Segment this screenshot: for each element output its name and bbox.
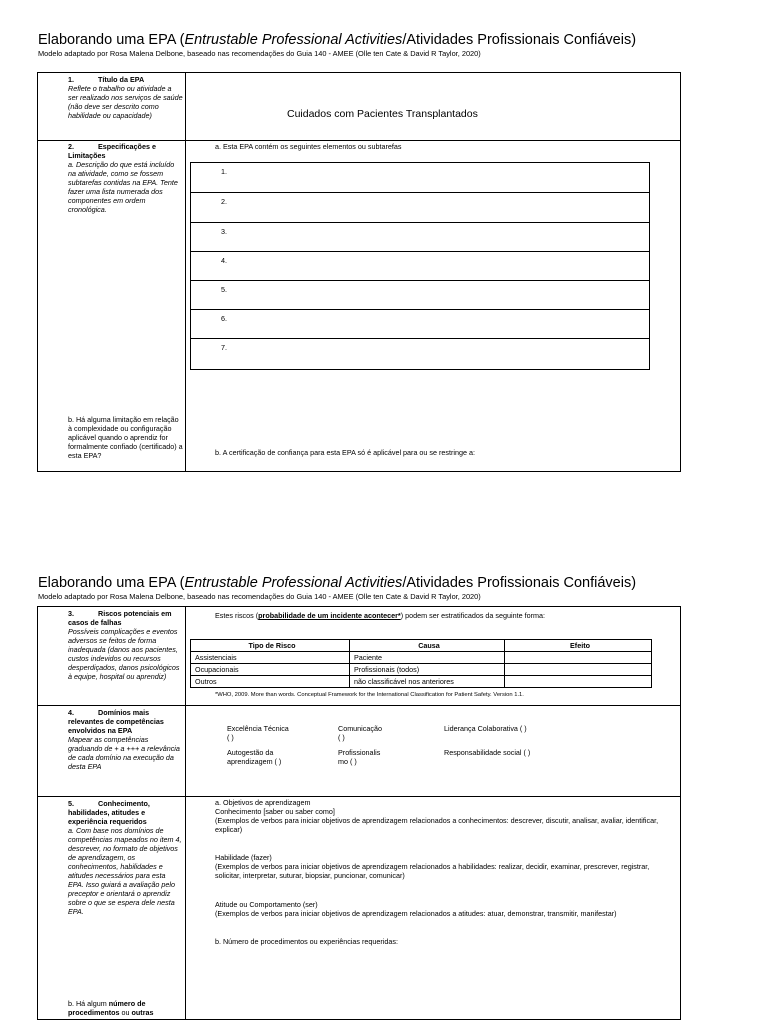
risk-effect-cell[interactable] <box>505 664 652 676</box>
section-3-number: 3. <box>68 609 74 618</box>
domain-collaborative-leadership[interactable]: Liderança Colaborativa ( ) <box>444 724 527 733</box>
epa-table-page-1 <box>37 72 681 472</box>
risk-cause-cell: não classificável nos anteriores <box>350 676 505 688</box>
desc-b-bold: número de procedimentos <box>68 999 146 1017</box>
column-divider <box>185 607 186 705</box>
risk-cause-cell: Paciente <box>350 652 505 664</box>
column-divider <box>185 73 186 140</box>
section-2-number: 2. <box>68 142 74 151</box>
subtask-row[interactable] <box>191 339 649 369</box>
risk-type-cell: Outros <box>191 676 350 688</box>
section-3-description: Possíveis complicações e eventos adversos se feitos de forma inadequada (danos aos pacientes, custos indevidos ou recursos desperdiçados, danos psicológicos à equipe, hospital ou aprendiz) <box>68 627 180 681</box>
title-text-end: /Atividades Profissionais Confiáveis) <box>402 32 637 48</box>
section-5-description-b <box>68 999 183 1017</box>
risks-intro-underlined: probabilidade de um incidente acontecer* <box>258 611 401 620</box>
section-5-label <box>68 799 183 916</box>
desc-b-bold2: outras <box>131 1008 154 1017</box>
procedures-count-text: b. Número de procedimentos ou experiências requeridas: <box>215 937 398 946</box>
risk-row <box>191 664 652 676</box>
section-1-row <box>38 73 680 141</box>
section-1-number: 1. <box>68 75 74 84</box>
risk-table-header <box>191 640 652 652</box>
risks-intro-text: Estes riscos ( <box>215 611 259 620</box>
desc-b-mid: ou <box>119 1008 132 1017</box>
domain-technical-excellence[interactable]: Excelência Técnica ( ) <box>227 724 289 742</box>
attitude-title: Atitude ou Comportamento (ser) <box>215 900 318 909</box>
risks-intro-text-end: ) podem ser estratificados da seguinte forma: <box>400 611 545 620</box>
section-4-number: 4. <box>68 708 74 717</box>
attitude-examples: (Exemplos de verbos para iniciar objetivos de aprendizagem relacionados a atitudes: atuar, demonstrar, transmitir, manifestar) <box>215 909 617 918</box>
section-3-row <box>38 607 680 706</box>
subtasks-intro: a. Esta EPA contém os seguintes elementos ou subtarefas <box>215 142 402 151</box>
domain-self-management[interactable]: Autogestão da aprendizagem ( ) <box>227 748 282 766</box>
risks-intro <box>215 611 545 620</box>
section-3-heading: Riscos potenciais em casos de falhas <box>68 609 172 627</box>
epa-title-value[interactable]: Cuidados com Pacientes Transplantados <box>287 108 478 120</box>
domain-professionalism[interactable]: Profissionalismo ( ) <box>338 748 381 766</box>
section-3-label <box>68 609 183 681</box>
section-4-description: Mapear as competências graduando de + a +++ a relevância de cada domínio na execução da desta EPA <box>68 735 180 771</box>
subtask-row[interactable] <box>191 252 649 281</box>
header-effect: Efeito <box>505 640 652 652</box>
skill-title: Habilidade (fazer) <box>215 853 272 862</box>
epa-table-page-2 <box>37 606 681 1020</box>
column-divider <box>185 141 186 471</box>
section-4-label <box>68 708 183 771</box>
column-divider <box>185 797 186 1019</box>
section-2-label <box>68 142 183 214</box>
section-2-heading: Especificações e Limitações <box>68 142 156 160</box>
learning-objectives-title: a. Objetivos de aprendizagem <box>215 798 311 807</box>
subtask-number: 2. <box>221 197 227 206</box>
subtask-row[interactable] <box>191 281 649 310</box>
risk-effect-cell[interactable] <box>505 652 652 664</box>
subtask-number: 1. <box>221 167 227 176</box>
section-4-heading: Domínios mais relevantes de competências envolvidos na EPA <box>68 708 164 735</box>
section-2-row <box>38 141 680 471</box>
subtask-number: 7. <box>221 343 227 352</box>
title-text: Elaborando uma EPA ( <box>38 32 185 48</box>
title-text: Elaborando uma EPA ( <box>38 575 185 591</box>
section-2-description-a: a. Descrição do que está incluído na atividade, como se fossem subtarefas contidas na EPA. Tente fazer uma lista numerada dos componentes em ordem cronológica. <box>68 160 178 214</box>
risk-type-cell: Assistenciais <box>191 652 350 664</box>
section-4-row <box>38 706 680 797</box>
knowledge-title: Conhecimento [saber ou saber como] <box>215 807 335 816</box>
document-subtitle: Modelo adaptado por Rosa Malena Delbone, baseado nas recomendações do Guia 140 - AMEE (Olle ten Cate & David R Taylor, 2020) <box>38 49 481 58</box>
knowledge-examples: (Exemplos de verbos para iniciar objetivos de aprendizagem relacionados a conhecimentos: descrever, discutir, analisar, avaliar, identificar, explicar) <box>215 816 659 834</box>
skill-examples: (Exemplos de verbos para iniciar objetivos de aprendizagem relacionados a habilidades: realizar, decidir, examinar, prescrever, registrar, solicitar, interpretar, suturar, biopsiar, puncionar, comunicar) <box>215 862 650 880</box>
risk-row <box>191 676 652 688</box>
risk-effect-cell[interactable] <box>505 676 652 688</box>
section-1-heading: Título da EPA <box>98 75 145 84</box>
risk-type-cell: Ocupacionais <box>191 664 350 676</box>
section-5-number: 5. <box>68 799 74 808</box>
certification-restriction-text: b. A certificação de confiança para esta EPA só é aplicável para ou se restringe a: <box>215 448 475 457</box>
risks-footnote: *WHO, 2009. More than words. Conceptual Framework for the International Classification for Patient Safety. Version 1.1. <box>215 692 524 698</box>
desc-b-text: b. Há algum <box>68 999 109 1008</box>
title-text-end: /Atividades Profissionais Confiáveis) <box>402 575 637 591</box>
section-5-row <box>38 797 680 1019</box>
subtasks-table <box>190 162 650 370</box>
section-1-description: Reflete o trabalho ou atividade a ser realizado nos serviços de saúde (não deve ser descrito como habilidade ou capacidade) <box>68 84 183 120</box>
risk-cause-cell: Profissionais (todos) <box>350 664 505 676</box>
subtask-number: 3. <box>221 227 227 236</box>
document-title <box>38 575 636 591</box>
header-risk-type: Tipo de Risco <box>191 640 350 652</box>
header-cause: Causa <box>350 640 505 652</box>
risk-row <box>191 652 652 664</box>
subtask-number: 4. <box>221 256 227 265</box>
document-title <box>38 32 636 48</box>
subtask-number: 5. <box>221 285 227 294</box>
document-subtitle: Modelo adaptado por Rosa Malena Delbone, baseado nas recomendações do Guia 140 - AMEE (Olle ten Cate & David R Taylor, 2020) <box>38 592 481 601</box>
section-5-description: a. Com base nos domínios de competências mapeados no item 4, descrever, no formato de objetivos de aprendizagem, os conhecimentos, habilidades e atitudes necessários para esta EPA. Isso guiará a avaliação pelo preceptor e orientará o aprendiz sobre o que se espera dele nesta EPA. <box>68 826 182 916</box>
risk-table <box>190 639 652 688</box>
subtask-number: 6. <box>221 314 227 323</box>
title-italic: Entrustable Professional Activities <box>184 32 403 48</box>
domain-social-responsibility[interactable]: Responsabilidade social ( ) <box>444 748 531 757</box>
title-italic: Entrustable Professional Activities <box>184 575 403 591</box>
domain-communication[interactable]: Comunicação ( ) <box>338 724 382 742</box>
subtask-row[interactable] <box>191 163 649 193</box>
column-divider <box>185 706 186 796</box>
subtask-row[interactable] <box>191 193 649 223</box>
section-1-label <box>68 75 183 120</box>
subtask-row[interactable] <box>191 223 649 252</box>
section-2-description-b: b. Há alguma limitação em relação à complexidade ou configuração aplicável quando o aprendiz for formalmente confiado (certificado) a esta EPA? <box>68 415 183 460</box>
section-5-heading: Conhecimento, habilidades, atitudes e experiência requeridos <box>68 799 150 826</box>
subtask-row[interactable] <box>191 310 649 339</box>
